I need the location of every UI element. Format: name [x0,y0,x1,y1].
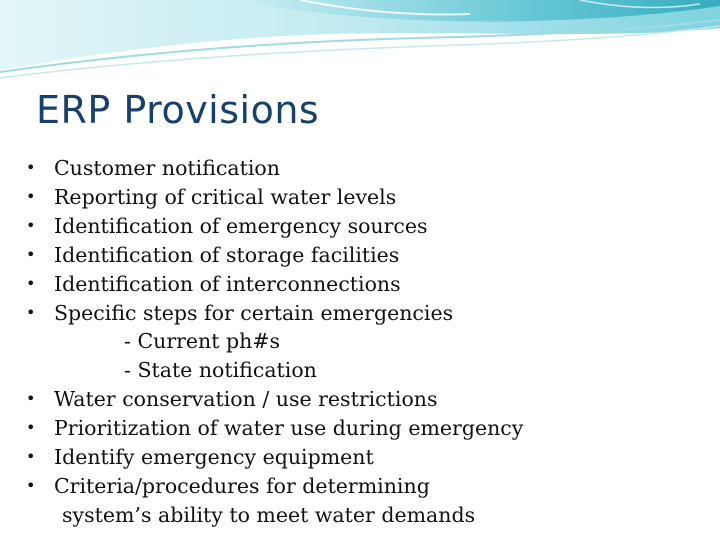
bullet-icon: • [26,273,36,293]
list-item [24,443,714,472]
list-item-text: Identify emergency equipment [54,445,374,470]
list-item-text: Water conservation / use restrictions [54,387,438,412]
list-item [24,299,714,328]
header-wave-banner [0,0,720,90]
sub-list-item [24,356,714,385]
bullet-icon: • [26,475,36,495]
list-item [24,270,714,299]
bullet-icon: • [26,244,36,264]
slide-title: ERP Provisions [36,88,320,132]
list-item-text: Prioritization of water use during emergency [54,416,524,441]
list-item [24,183,714,212]
bullet-icon: • [26,215,36,235]
sub-item-text: - Current ph#s [124,329,281,354]
bullet-icon: • [26,418,36,438]
list-item [24,154,714,183]
bullet-icon: • [26,302,36,322]
bullet-icon: • [26,158,36,177]
list-item-text: Identification of interconnections [54,271,401,296]
bullet-icon: • [26,389,36,409]
bullet-icon: • [26,186,36,206]
list-item-text: Reporting of critical water levels [54,184,397,209]
list-item-text: Customer notification [54,156,280,180]
list-item-text: Criteria/procedures for determining [54,473,430,498]
list-item [24,241,714,270]
list-item [24,414,714,443]
bullet-list [24,154,714,530]
list-item-continuation: system’s ability to meet water demands [62,502,476,527]
list-item [24,212,714,241]
list-item-text: Identification of storage facilities [54,242,400,267]
bullet-icon: • [26,447,36,467]
list-item-text: Identification of emergency sources [54,213,428,238]
list-item [24,385,714,414]
sub-item-text: - State notification [124,358,317,383]
sub-list-item [24,327,714,356]
list-item-text: Specific steps for certain emergencies [54,300,454,325]
list-item [24,472,714,530]
